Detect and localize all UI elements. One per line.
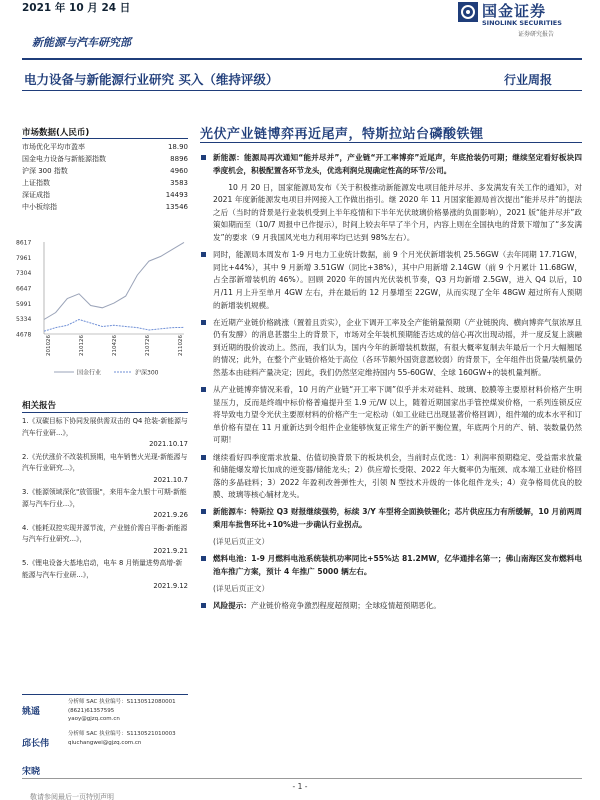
logo-subtitle: 证券研究报告 [518, 31, 555, 38]
body-paragraph: 同时，能源局本周发布 1-9 月电力工业统计数据，前 9 个月光伏新增装机 25.56GW（去年同期 17.71GW，同比+44%），其中 9 月新增 3.51GW（同比+38%），其中户用新增 2.14GW（前 9 个月累计 11.68GW，占全部新增装机的 46%）。回顾 2020 年的国内光伏装机节奏，Q3 月均新增 2.5GW，进入 Q4 以后，10 月/11 月上升至单月 4GW 左右，并在最后的 12 月暴增至 22GW，从而实现了全年 48GW 超过所有人预期的新增装机规模。 [200, 249, 582, 312]
y-tick-label: 7961 [16, 254, 32, 262]
report-date: 2021 年 10 月 24 日 [22, 2, 131, 14]
related-report-item[interactable]: 2.《光伏涨价不改装机预期，电车销售火光现-新能源与汽车行业研究...》， 2021.10.7 [22, 452, 188, 484]
x-tick-label: 210426 [112, 335, 118, 356]
summary-new-energy: 新能源：能源局再次通知“能并尽并”，产业链“开工率博弈”近尾声，年底抢装仍可期；继续坚定看好板块四季度机会，积极配置各环节龙头，优选利润兑现确定性高的环节/公司。 [200, 152, 582, 177]
see-details-note: ( 详见后页正文） [200, 583, 582, 596]
series-line-industry [44, 242, 184, 319]
analyst-name: 邱长伟 [22, 739, 50, 749]
company-logo [458, 0, 590, 40]
summary-nev: 新能源车：特斯拉 Q3 财报继续强势，标续 3/Y 车型将全面换铁锂化；芯片供应压力有所缓解，10 月前两周乘用车批售环比+10%进一步确认行业拐点。 [200, 506, 582, 531]
summary-fuel-cell: 燃料电池：1-9 月燃料电池系统装机功率同比+55%达 81.2MW，亿华通排名第一；佛山南海区发布燃料电池车推广方案，预计 4 年推广 5000 辆左右。 [200, 553, 582, 578]
legend-label: 国金行业 [77, 369, 102, 377]
y-tick-label: 5334 [16, 316, 32, 324]
related-report-item[interactable]: 3.《能源领域深化"放管服"，来用车金九银十可期-新能源与汽车行业...》， 2021.9.26 [22, 488, 188, 519]
analyst-email[interactable]: qiuchangwei@gjzq.com.cn [68, 739, 142, 746]
analyst-name: 宋晓 [22, 767, 41, 777]
footer-divider [22, 778, 582, 779]
market-data-divider [22, 138, 188, 139]
header-divider [22, 58, 582, 60]
analyst-divider [22, 694, 188, 695]
page-number: - 1 - [292, 782, 308, 791]
risk-warning: 风险提示：产业链价格竞争激烈程度超预期；全球疫情超预期恶化。 [200, 600, 582, 613]
report-body [200, 152, 582, 617]
y-tick-label: 8617 [16, 239, 32, 247]
analyst-name: 姚遥 [22, 707, 41, 717]
y-tick-label: 6647 [16, 285, 32, 293]
y-tick-label: 4678 [16, 331, 32, 339]
x-tick-label: 210126 [79, 335, 85, 356]
industry-rating: 电力设备与新能源行业研究 买入（维持评级） [24, 72, 279, 87]
market-row: 市场优化平均市盈率 18.90 [22, 143, 188, 151]
disclaimer-note: 敬请参阅最后一页特别声明 [30, 793, 114, 800]
legend-label: 沪深300 [135, 369, 159, 377]
sinolink-logo-icon [458, 2, 478, 22]
body-paragraph: 在近期产业链价格跳涨（置着且贡实），企业下调开工率及全产能销量预期（产业链脱肉、横向博弈气氛浓厚且仍有发酵）的消息甚嚣尘上的背景下，市场对全年装机预期能否达成的信心再次出现动摇，并一度反复上演融到近期的股价波动上。然而，我们认为，国内今年的新增装机数据，有很大概率复制去年最后一个月大幅翘尾的情况；此外，在整个产业链价格处于高位（各环节额外国资意愿较弱）的背景下，全年组件出货量/装机量仍然基本由硅料产量决定；因此，我们仍然坚定维持国内 55-60GW、全球 160GW+的装机量判断。 [200, 317, 582, 380]
market-data-title: 市场数据(人民币) [22, 128, 90, 138]
x-tick-label: 211026 [178, 335, 184, 356]
related-reports-list [22, 416, 188, 594]
x-tick-label: 201026 [46, 335, 52, 356]
market-row: 中小板综指 13546 [22, 203, 188, 211]
y-tick-label: 7304 [16, 270, 32, 278]
x-tick-label: 210726 [145, 335, 151, 356]
related-reports-title: 相关报告 [22, 401, 57, 411]
body-paragraph: 继续看好四季度需求放量、估值切换背景下的板块机会，当前时点优选：1）利润率预期稳定、受益需求放量和储能爆发增长加成的逆变器/储能龙头；2）供应增长受限、2022 年大概率仍为瓶颈、成本端工业硅价格回落的多晶硅料；3）2022 年盈利改善弹性大，引领 N 型技术升级的一体化组件龙头；4）竞争格局优良的胶膜、玻璃等核心辅材龙头。 [200, 452, 582, 502]
logo-text-en: SINOLINK SECURITIES [482, 19, 562, 27]
report-type: 行业周报 [504, 73, 553, 87]
market-row: 深证成指 14493 [22, 191, 188, 199]
body-paragraph: 从产业链博弈情况来看，10 月的产业链“开工率下调”似乎并未对硅料、玻璃、胶膜等主要原材料价格产生明显压力，反而是终端中标价格普遍提升至 1.9 元/W 以上，随着近期国家出手管控煤炭价格，一系列连锁反应将导致电力望令光伏主要原材料的价格产生一定松动（如工业硅已出现显著价格回调），组件端的成本水平和订单价格有望在 11 月重新达到令组件企业能够恢复正常生产的新平衡位置，年底两个月的产、销、装数量仍然可期！ [200, 384, 582, 447]
report-title: 光伏产业链博弈再近尾声，特斯拉站台磷酸铁锂 [200, 127, 484, 142]
related-report-item[interactable]: 1.《双碳目标下协同发展供需双击的 Q4 抢装-新能源与汽车行业研...》， 2021.10.17 [22, 417, 188, 448]
analyst-info: 分析师 SAC 执业编号：S1130512080001 (8621)61357595 yaoy@gjzq.com.cn [68, 699, 176, 722]
analyst-info: 分析师 SAC 执业编号：S1130521010003 qiuchangwei@gjzq.com.cn [68, 731, 176, 746]
related-report-item[interactable]: 5.《锂电设备大基地启动，电车 8 月销量进势高增-新能源与汽车行业研...》， 2021.9.12 [22, 559, 188, 590]
market-row: 国金电力设备与新能源指数 8896 [22, 155, 188, 163]
related-divider [22, 412, 188, 413]
see-details-note: ( 详见后页正文） [200, 536, 582, 549]
index-line-chart [14, 238, 190, 384]
header-divider-2 [22, 90, 582, 91]
analyst-email[interactable]: yaoy@gjzq.com.cn [68, 716, 120, 722]
market-row: 上证指数 3583 [22, 179, 188, 187]
related-report-item[interactable]: 4.《能耗双控实现并源节流，产业链价需自平衡-新能源与汽车行业研究...》， 2021.9.21 [22, 523, 188, 555]
y-tick-label: 5991 [16, 300, 32, 308]
body-paragraph: 10 月 20 日，国家能源局发布《关于积极推动新能源发电项目能并尽并、多发满发有关工作的通知》，对 2021 年度新能源发电项目并网接入工作做出指引。继 2020 年 11 月国家能源局首次提出“能并尽并”的提法之后（当时的背景是行业装机受到上半年疫情和下半年光伏玻璃价格暴涨的负面影响），2021 版“能并尽并”政策如期而至（10/7 周报中已作提示），时间上较去年早了半个月，内容上则在全国执电的背景下增加了“多发满发”的要求（9 月我国风光电力利用率均已达到 98%左右）。 [213, 182, 582, 243]
department-name: 新能源与汽车研究部 [32, 36, 131, 49]
series-line-hs300 [44, 320, 184, 332]
market-row: 沪深 300 指数 4960 [22, 167, 188, 175]
logo-text-cn: 国金证券 [482, 2, 547, 20]
market-data-table [22, 141, 188, 213]
title-divider [200, 142, 582, 143]
analyst-block [22, 762, 188, 778]
